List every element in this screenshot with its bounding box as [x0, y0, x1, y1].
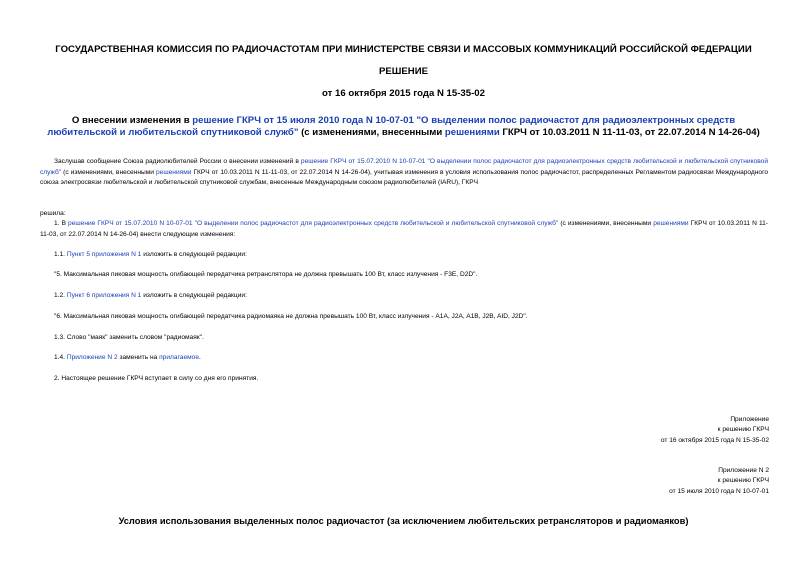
item-1-4-text-3: .	[199, 354, 201, 361]
appendix-1-line-3: от 16 октября 2015 года N 15-35-02	[660, 436, 769, 444]
intro-text-2: (с изменениями, внесенными	[61, 168, 157, 176]
appendix-2-block	[669, 466, 769, 497]
item-1-decision-link[interactable]: решение ГКРЧ от 15.07.2010 N 10-07-01 "О выделении полос радиочастот для радиоэлектронных средств любительской и любительской спутниковой служб"	[68, 220, 559, 227]
item-1-text-1: 1. В	[54, 220, 69, 227]
intro-text-3: ГКРЧ от 10.03.2011 N 11-11-03, от 22.07.2014 N 14-26-04), учитывая изменения в условия использования полос радиочастот, распределенных Регламентом радиосвязи Международного союза электросвязи любительской и любительской спутниковой службам, внесенные Международным союзом радиолюбителей (IARU), ГКРЧ	[40, 168, 769, 187]
item-1-1-appendix-link[interactable]: приложения N 1	[91, 251, 142, 258]
agency-title: ГОСУДАРСТВЕННАЯ КОМИССИЯ ПО РАДИОЧАСТОТАМ ПРИ МИНИСТЕРСТВЕ СВЯЗИ И МАССОВЫХ КОММУНИКАЦИЙ РОССИЙСКОЙ ФЕДЕРАЦИИ	[55, 44, 752, 55]
subject-suffix: ГКРЧ от 10.03.2011 N 11-11-03, от 22.07.2014 N 14-26-04)	[499, 127, 760, 138]
appendix-title: Условия использования выделенных полос радиочастот (за исключением любительских ретрансляторов и радиомаяков)	[118, 516, 689, 526]
intro-decision-link[interactable]: решение ГКРЧ от 15.07.2010 N 10-07-01 "О выделении полос радиочастот для радиоэлектронных средств любительской и любительской спутниковой служб"	[40, 158, 769, 176]
item-1-4-text-2: заменить на	[117, 354, 160, 361]
appendix-2-line-3: от 15 июля 2010 года N 10-07-01	[669, 487, 769, 495]
item-1-1-text-1: 1.1.	[54, 251, 67, 258]
item-1-4-attached-link[interactable]: прилагаемое	[159, 354, 200, 361]
appendix-1-line-1: Приложение	[730, 416, 769, 423]
document-date-number: от 16 октября 2015 года N 15-35-02	[322, 88, 485, 99]
item-1-3-paragraph: 1.3. Слово "маяк" заменить словом "радиомаяк".	[54, 334, 204, 341]
subject-decisions-link[interactable]: решениями	[444, 127, 500, 138]
appendix-2-line-2: к решению ГКРЧ	[717, 477, 769, 485]
resolved-label: решила:	[40, 210, 66, 217]
intro-paragraph	[40, 157, 768, 189]
item-1-text-2: (с изменениями, внесенными	[558, 220, 654, 227]
subject-middle: (с изменениями, внесенными	[298, 127, 445, 138]
item-1-1-text-3: изложить в следующей редакции:	[141, 251, 247, 258]
appendix-1-block	[661, 415, 769, 446]
item-1-2-appendix-link[interactable]: приложения N 1	[91, 292, 142, 299]
quote-1-paragraph: "5. Максимальная пиковая мощность огибающей передатчика ретранслятора не должна превышать 100 Вт, класс излучения - F3E, D2D".	[54, 271, 478, 278]
subject-prefix: О внесении изменения в	[71, 115, 193, 126]
quote-2-paragraph: "6. Максимальная пиковая мощность огибающей передатчика радиомаяка не должна превышать 100 Вт, класс излучения - A1A, J2A, A1B, J2B, AID, J2D".	[54, 313, 528, 320]
item-1-2-text-3: изложить в следующей редакции:	[141, 292, 247, 299]
appendix-1-line-2: к решению ГКРЧ	[717, 426, 769, 434]
item-1-decisions-link[interactable]: решениями	[653, 220, 689, 227]
item-2-paragraph: 2. Настоящее решение ГКРЧ вступает в силу со дня его принятия.	[54, 375, 259, 382]
subject-decision-link[interactable]: решение ГКРЧ от 15 июля 2010 года N 10-07-01 "О выделении полос радиочастот для радиоэлектронных средств любительской и любительской спутниковой служб"	[47, 115, 736, 138]
intro-text-1: Заслушав сообщение Союза радиолюбителей России о внесении изменений в	[54, 158, 301, 165]
document-type: РЕШЕНИЕ	[378, 66, 429, 77]
item-1-text-3: ГКРЧ от 10.03.2011 N 11-11-03, от 22.07.2014 N 14-26-04) внести следующие изменения:	[40, 220, 768, 238]
item-1-4-paragraph	[54, 353, 201, 364]
item-1-1-paragraph	[54, 250, 247, 261]
appendix-2-line-1: Приложение N 2	[718, 467, 769, 474]
item-1-2-text-1: 1.2.	[54, 292, 67, 299]
document-subject	[40, 115, 767, 139]
intro-decisions-link[interactable]: решениями	[156, 168, 192, 176]
item-1-2-point-link[interactable]: Пункт 6	[66, 292, 90, 299]
item-1-4-text-1: 1.4.	[54, 354, 67, 361]
item-1-1-point-link[interactable]: Пункт 5	[66, 251, 90, 258]
item-1-paragraph	[40, 219, 768, 240]
item-1-2-paragraph	[54, 291, 247, 302]
item-1-4-appendix-link[interactable]: Приложение N 2	[66, 354, 118, 361]
